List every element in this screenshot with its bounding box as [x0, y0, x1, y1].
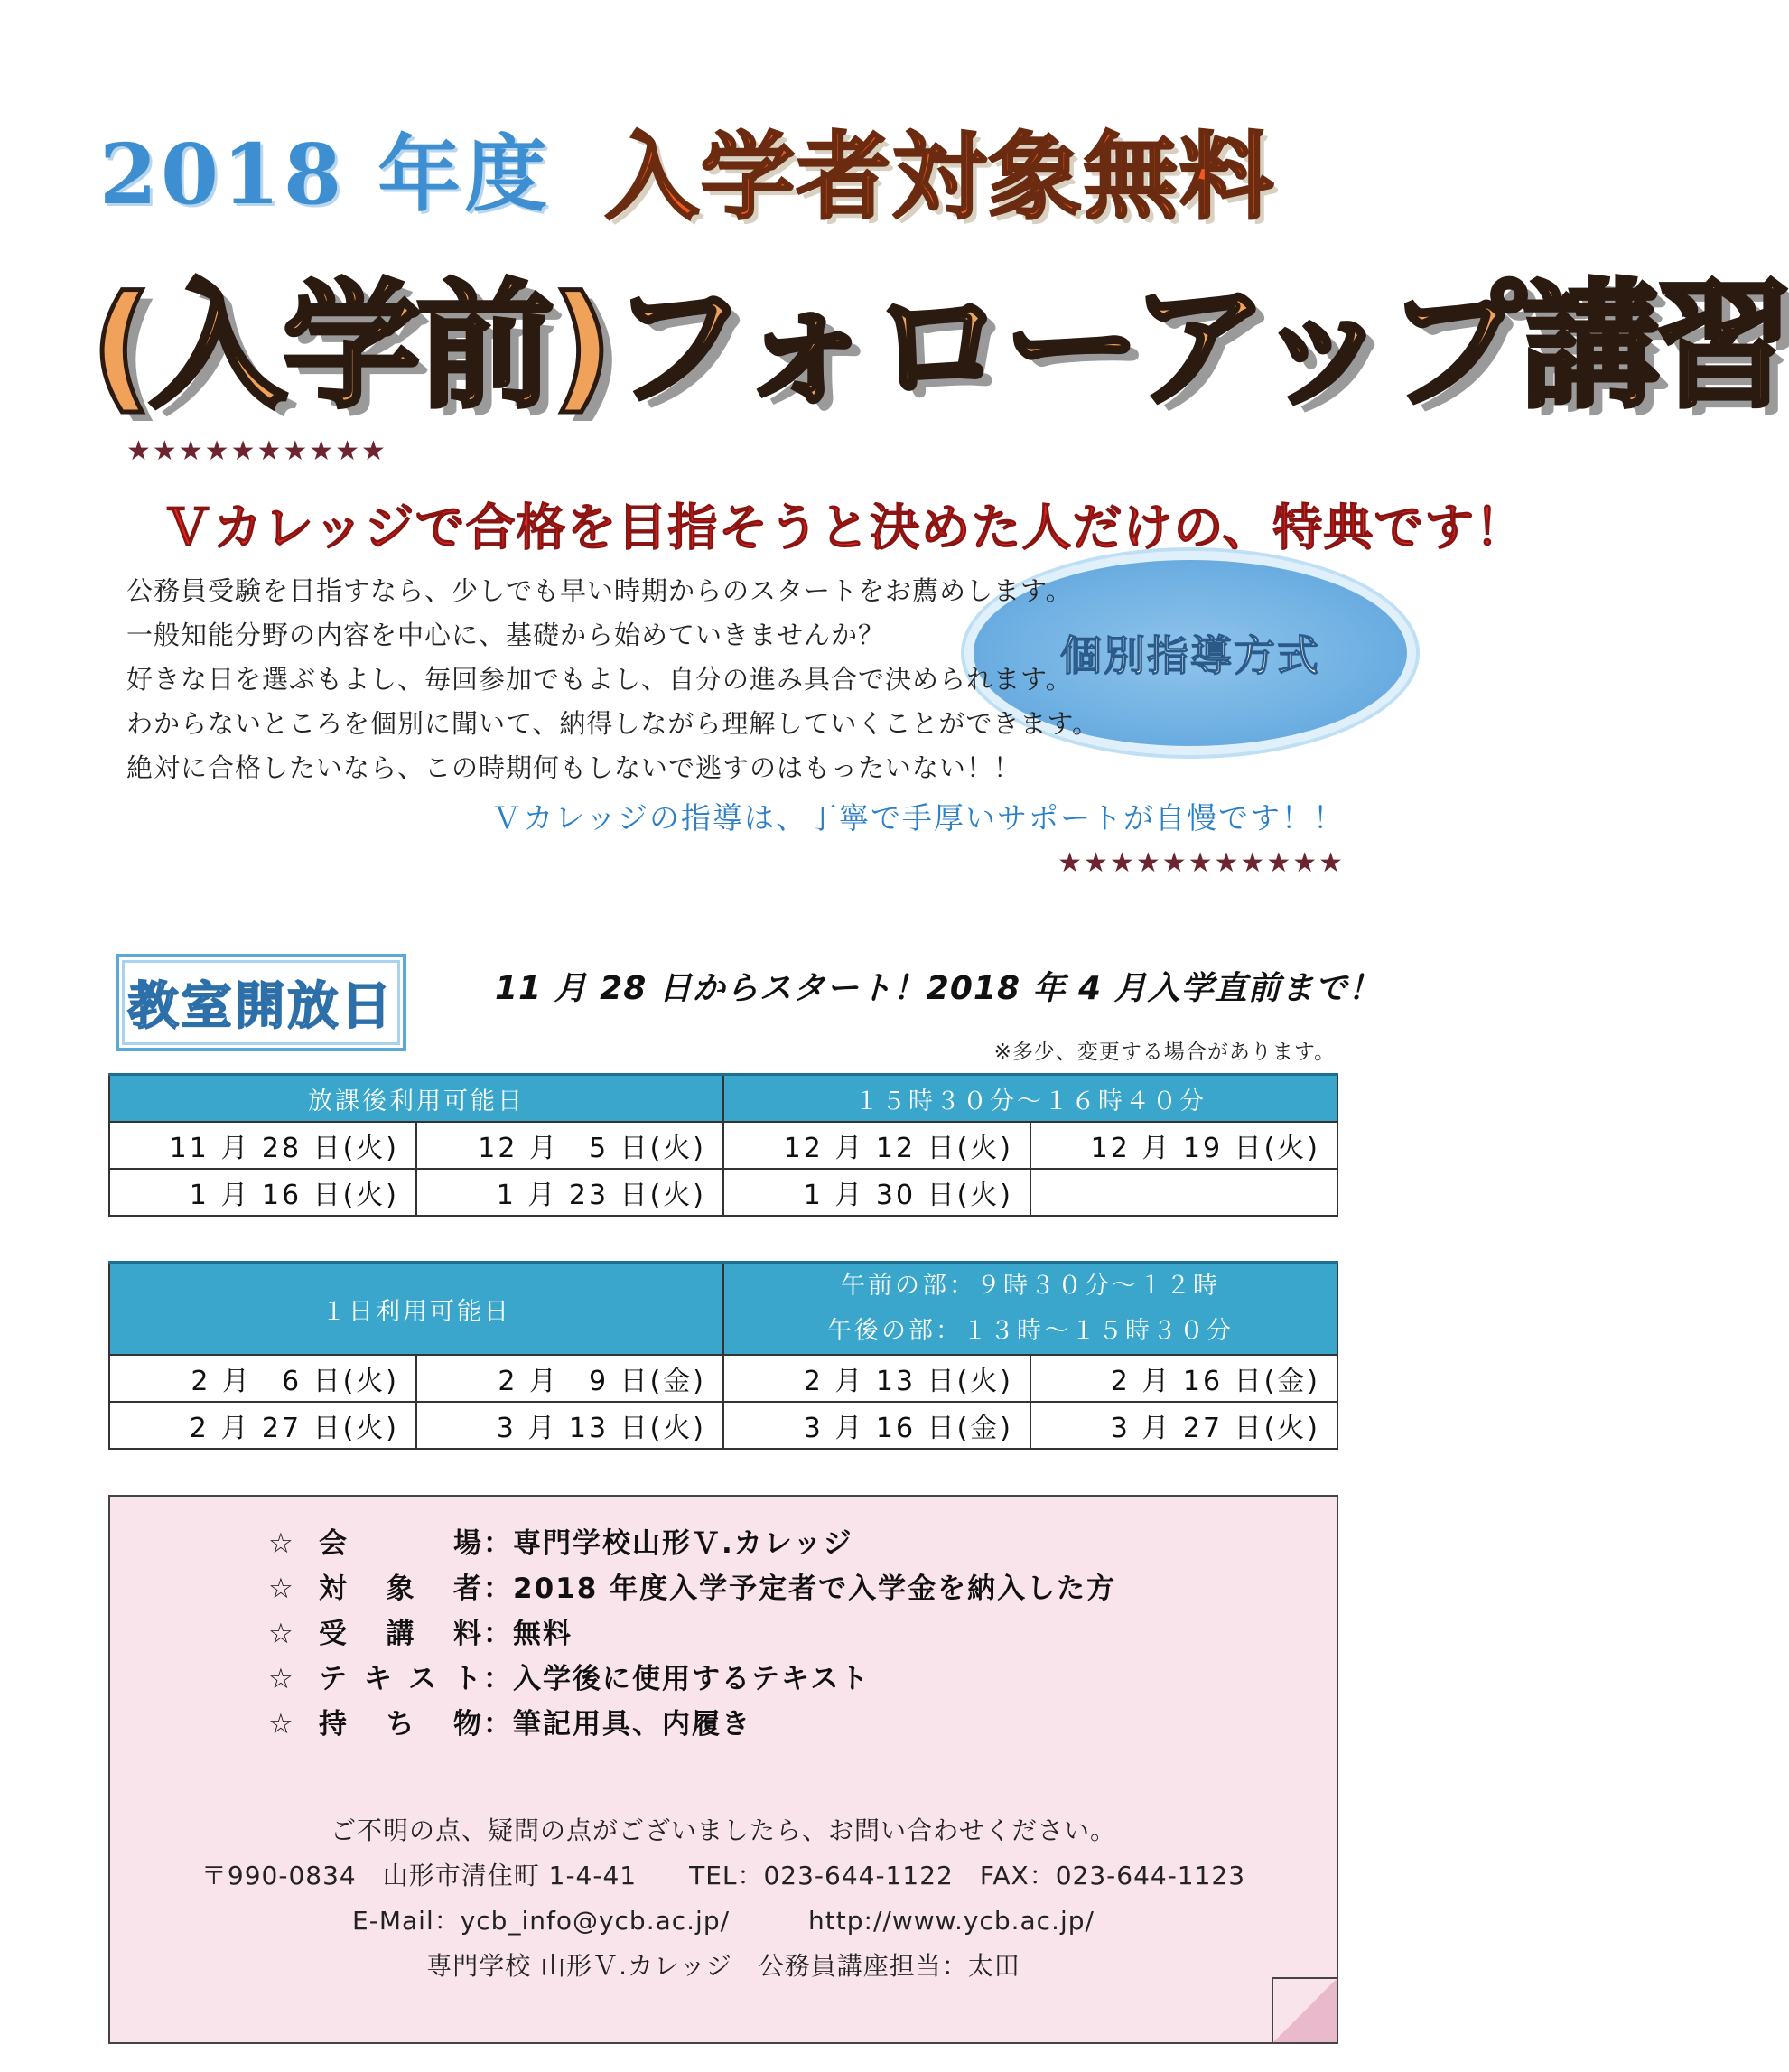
info-label: 対象者 [319, 1573, 483, 1605]
contact-address-phone: 〒990-0834 山形市清住町 1-4-41 TEL：023-644-1122 FAX：023-644-1123 [200, 1861, 1246, 1890]
contact-email-web: E-Mail：ycb_info@ycb.ac.jp/ http://www.ycb.ac.jp/ [352, 1906, 1095, 1936]
date-cell: 12 月 12 日(火) [723, 1122, 1030, 1169]
info-belongings [268, 1701, 751, 1741]
date-cell: 3 月 16 日(金) [723, 1402, 1030, 1449]
star-icon: ☆ [268, 1527, 295, 1560]
open-label-text: 教室開放日 [127, 977, 395, 1036]
info-value: ：2018 年度入学予定者で入学金を納入した方 [483, 1573, 1117, 1605]
table1-header-right: １５時３０分～１６時４０分 [723, 1075, 1337, 1123]
body-line-2: 一般知能分野の内容を中心に、基礎から始めていきませんか？ [126, 620, 886, 650]
date-cell: 3 月 13 日(火) [416, 1402, 723, 1449]
info-value: ：無料 [483, 1618, 573, 1650]
closing-statement: Ｖカレッジの指導は、丁寧で手厚いサポートが自慢です！！ [491, 800, 1345, 835]
date-cell: 3 月 27 日(火) [1030, 1402, 1337, 1449]
badge-label: 個別指導方式 [1060, 631, 1320, 680]
table-row [109, 1402, 1337, 1449]
date-cell: 2 月 13 日(火) [723, 1355, 1030, 1402]
info-label: 受講料 [319, 1618, 483, 1650]
body-line-3: 好きな日を選ぶもよし、毎回参加でもよし、自分の進み具合で決められます。 [126, 664, 1073, 695]
star-icon: ☆ [268, 1663, 295, 1695]
contact-school: 専門学校 山形Ｖ.カレッジ 公務員講座担当：太田 [426, 1951, 1020, 1981]
afternoon-session: 午後の部：１３時～１５時３０分 [827, 1317, 1234, 1345]
date-cell: 1 月 23 日(火) [416, 1169, 723, 1216]
tagline: Ｖカレッジで合格を目指そうと決めた人だけの、特典です！ [163, 499, 1526, 556]
star-icon: ☆ [268, 1708, 295, 1741]
change-note: ※多少、変更する場合があります。 [993, 1041, 1336, 1064]
page-fold-corner [1272, 1977, 1337, 2042]
info-label: 会場 [319, 1527, 483, 1560]
full-day-schedule-table [108, 1261, 1338, 1450]
headline-free-course: 入学者対象無料 [605, 122, 1276, 232]
body-line-4: わからないところを個別に聞いて、納得しながら理解していくことができます。 [126, 708, 1100, 739]
headline-follow-up-course: (入学前)フォローアップ講習 [90, 266, 1789, 426]
contact-inquiry: ご不明の点、疑問の点がございましたら、お問い合わせください。 [330, 1815, 1116, 1845]
date-cell: 2 月 9 日(金) [416, 1355, 723, 1402]
date-cell [1030, 1169, 1337, 1216]
course-info-box [108, 1495, 1338, 2044]
table2-header-right [723, 1263, 1337, 1356]
star-icon: ☆ [268, 1618, 295, 1650]
after-school-schedule-table [108, 1073, 1338, 1217]
date-cell: 2 月 6 日(火) [109, 1355, 416, 1402]
body-line-1: 公務員受験を目指すなら、少しでも早い時期からのスタートをお薦めします。 [126, 575, 1073, 606]
info-value: ：専門学校山形Ｖ.カレッジ [483, 1527, 853, 1560]
info-fee [268, 1610, 573, 1651]
date-cell: 1 月 16 日(火) [109, 1169, 416, 1216]
info-textbook [268, 1656, 870, 1696]
info-label: 持ち物 [319, 1708, 483, 1741]
info-eligibility [268, 1565, 1116, 1606]
date-cell: 2 月 16 日(金) [1030, 1355, 1337, 1402]
stars-divider-bottom: ★★★★★★★★★★★ [1058, 847, 1345, 879]
info-value: ：入学後に使用するテキスト [483, 1663, 871, 1695]
body-line-5: 絶対に合格したいなら、この時期何もしないで逃すのはもったいない！！ [126, 752, 1021, 783]
info-label: テキスト [319, 1663, 483, 1695]
date-cell: 11 月 28 日(火) [109, 1122, 416, 1169]
star-icon: ☆ [268, 1573, 295, 1605]
table-row [109, 1169, 1337, 1216]
year-heading: 2018 年度 [99, 126, 552, 223]
morning-session: 午前の部：９時３０分～１２時 [841, 1272, 1220, 1300]
date-cell: 2 月 27 日(火) [109, 1402, 416, 1449]
schedule-period: 11 月 28 日からスタート！2018 年 4 月入学直前まで！ [495, 970, 1382, 1007]
info-venue [268, 1520, 853, 1561]
table2-header-left: １日利用可能日 [109, 1263, 723, 1356]
date-cell: 1 月 30 日(火) [723, 1169, 1030, 1216]
date-cell: 12 月 19 日(火) [1030, 1122, 1337, 1169]
info-value: ：筆記用具、内履き [483, 1708, 751, 1741]
classroom-open-days-label [116, 954, 406, 1051]
table-row [109, 1122, 1337, 1169]
date-cell: 12 月 5 日(火) [416, 1122, 723, 1169]
table-row [109, 1355, 1337, 1402]
stars-divider-top: ★★★★★★★★★★ [126, 435, 387, 467]
table1-header-left: 放課後利用可能日 [109, 1075, 723, 1123]
